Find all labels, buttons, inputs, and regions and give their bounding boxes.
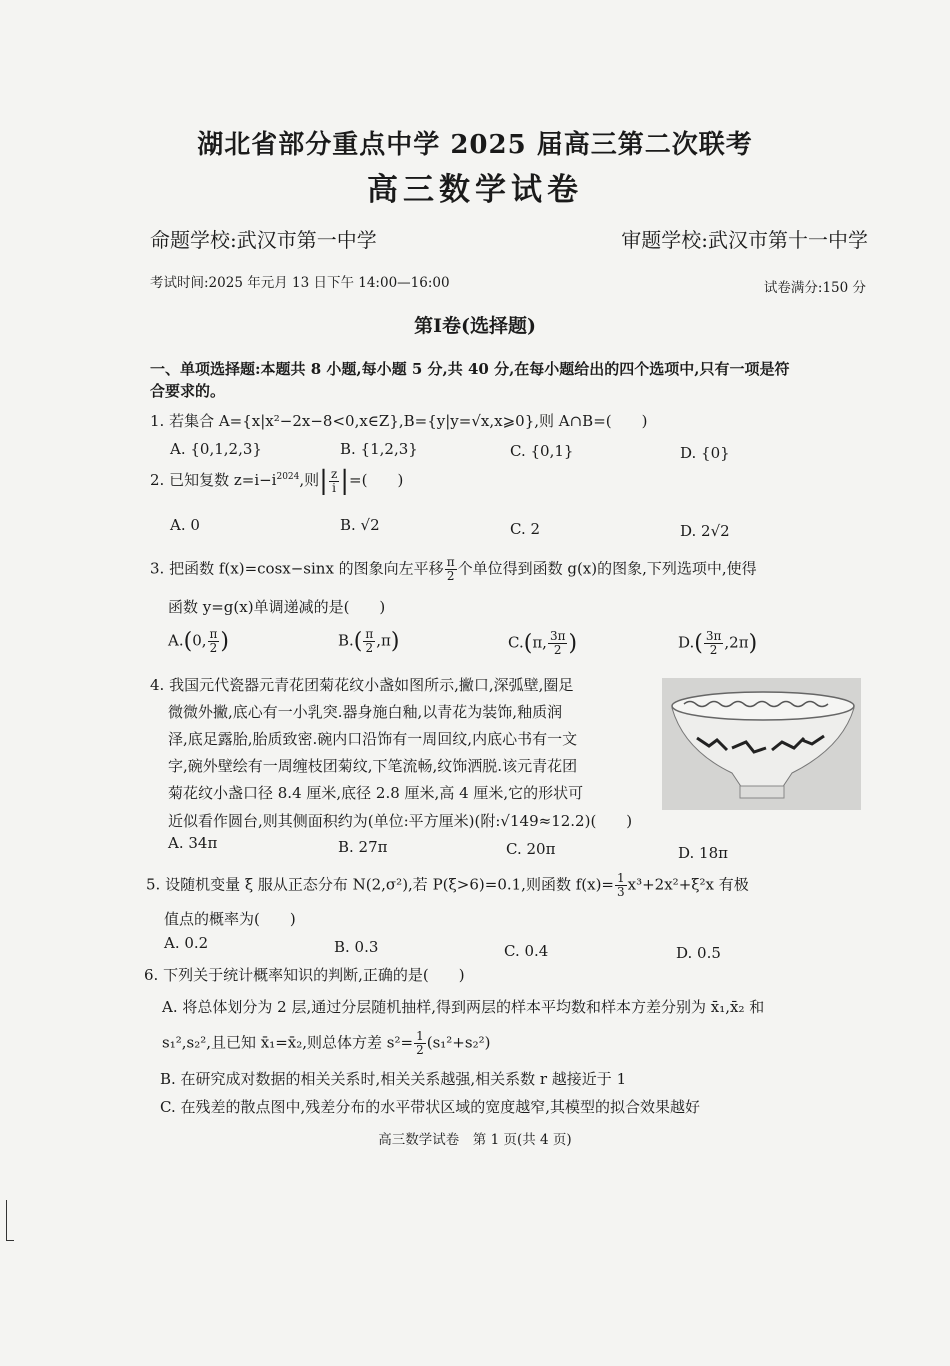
q2-stem-post: =( ) — [349, 471, 404, 489]
q5-frac-num: 1 — [617, 871, 625, 885]
q3-c-label: C. — [508, 633, 524, 652]
q3-b-label: B. — [338, 631, 354, 650]
exam-time: 考试时间:2025 年元月 13 日下午 14:00—16:00 — [150, 275, 450, 291]
q5-line1-post: x³+2x²+ξ²x 有极 — [627, 875, 749, 894]
q3-line1-pre: 3. 把函数 f(x)=cosx−sinx 的图象向左平移 — [150, 559, 444, 578]
q4-option-a: A. 34π — [168, 834, 218, 852]
q3-d-den: 2 — [709, 643, 718, 657]
q3-option-d: D.( $\frac{3\pi}{2}$ ,2π) — [678, 629, 758, 657]
q3-c-num: 3π — [549, 629, 566, 643]
q3-a-label: A. — [168, 631, 184, 650]
question-4-line-6: 近似看作圆台,则其侧面积约为(单位:平方厘米)(附:√149≈12.2)( ) — [168, 812, 633, 830]
q3-d-right: ,2π — [724, 633, 749, 652]
q3-a-den: 2 — [209, 641, 218, 655]
q5-option-c: C. 0.4 — [504, 942, 549, 960]
instructions-line-2: 合要求的。 — [150, 382, 226, 400]
q3-b-num: π — [365, 627, 374, 641]
proposer-school: 命题学校:武汉市第一中学 — [150, 228, 377, 252]
page-footer: 高三数学试卷 第 1 页(共 4 页) — [378, 1132, 572, 1148]
q3-frac-den: 2 — [446, 569, 455, 583]
q2-option-b: B. √2 — [340, 516, 380, 534]
question-1-stem: 1. 若集合 A={x|x²−2x−8<0,x∈Z},B={y|y=√x,x⩾0},则 A∩B=( ) — [150, 412, 648, 430]
q1-option-c: C. {0,1} — [510, 442, 574, 460]
q2-option-d: D. 2√2 — [680, 522, 730, 540]
question-4-line-1: 4. 我国元代瓷器元青花团菊花纹小盏如图所示,撇口,深弧壁,圈足 — [150, 676, 574, 694]
q6-option-c: C. 在残差的散点图中,残差分布的水平带状区域的宽度越窄,其模型的拟合效果越好 — [160, 1098, 701, 1116]
q6-a-line2-post: (s₁²+s₂²) — [426, 1033, 491, 1052]
q6-a-num: 1 — [416, 1029, 424, 1043]
exam-title: 湖北省部分重点中学 2025 届高三第二次联考 — [197, 130, 753, 160]
q3-d-num: 3π — [705, 629, 722, 643]
question-3-line-2: 函数 y=g(x)单调递减的是( ) — [168, 598, 386, 616]
q5-option-d: D. 0.5 — [676, 944, 721, 962]
q2-stem-pre: 2. 已知复数 z=i−i — [150, 471, 277, 489]
q1-option-d: D. {0} — [680, 444, 730, 462]
q3-b-right: ,π — [376, 631, 391, 650]
q3-a-num: π — [209, 627, 218, 641]
porcelain-bowl-image — [662, 678, 861, 810]
question-6-stem: 6. 下列关于统计概率知识的判断,正确的是( ) — [144, 966, 465, 984]
q3-c-left: π, — [532, 633, 547, 652]
q3-option-c: C.(π, $\frac{3\pi}{2}$ ) — [508, 629, 578, 657]
q2-option-a: A. 0 — [170, 516, 200, 534]
exam-subtitle: 高三数学试卷 — [367, 172, 583, 208]
q3-frac-num: π — [446, 555, 455, 569]
q3-b-den: 2 — [365, 641, 374, 655]
q3-option-b: B.( $\frac{\pi}{2}$ ,π) — [338, 627, 400, 655]
q5-frac-den: 3 — [617, 885, 625, 899]
question-2-stem: 2. 已知复数 $z=i-i^{2024}$,则| $\frac{z}{i}$ |=( ) — [150, 466, 404, 496]
section-title: 第Ⅰ卷(选择题) — [414, 315, 536, 337]
question-4-line-5: 菊花纹小盏口径 8.4 厘米,底径 2.8 厘米,高 4 厘米,它的形状可 — [168, 784, 584, 802]
question-5-line-2: 值点的概率为( ) — [164, 910, 296, 928]
q3-option-a: A.(0, $\frac{\pi}{2}$ ) — [168, 627, 229, 655]
scan-edge-mark-foot — [6, 1240, 14, 1241]
q3-d-label: D. — [678, 633, 695, 652]
q6-option-a-line-2 — [162, 1030, 490, 1057]
q2-option-c: C. 2 — [510, 520, 541, 538]
q5-line1-pre: 5. 设随机变量 ξ 服从正态分布 N(2,σ²),若 P(ξ>6)=0.1,则函数 f(x)= — [146, 875, 614, 894]
question-4-line-2: 微微外撇,底心有一小乳突.器身施白釉,以青花为装饰,釉质润 — [168, 703, 563, 721]
instructions-line-1: 一、单项选择题:本题共 8 小题,每小题 5 分,共 40 分,在每小题给出的四个选项中,只有一项是符 — [150, 360, 790, 378]
q3-a-left: 0, — [192, 631, 207, 650]
q4-option-c: C. 20π — [506, 840, 556, 858]
question-4-line-3: 泽,底足露胎,胎质致密.碗内口沿饰有一周回纹,内底心书有一文 — [168, 730, 578, 748]
q5-option-b: B. 0.3 — [334, 938, 379, 956]
question-3-line-1 — [150, 556, 757, 583]
question-5-line-1 — [146, 872, 749, 899]
bowl-illustration — [662, 678, 861, 810]
reviewer-school: 审题学校:武汉市第十一中学 — [621, 228, 868, 252]
q6-a-line2-pre: s₁²,s₂²,且已知 x̄₁=x̄₂,则总体方差 s²= — [162, 1033, 414, 1052]
q3-c-den: 2 — [553, 643, 562, 657]
q4-option-d: D. 18π — [678, 844, 728, 862]
q6-a-den: 2 — [416, 1043, 424, 1057]
q2-frac-den: i — [332, 480, 337, 495]
q5-option-a: A. 0.2 — [164, 934, 209, 952]
q6-option-a-line-1: A. 将总体划分为 2 层,通过分层随机抽样,得到两层的样本平均数和样本方差分别为 x̄₁,x̄₂ 和 — [162, 998, 765, 1016]
q3-line1-post: 个单位得到函数 g(x)的图象,下列选项中,使得 — [457, 559, 757, 578]
q1-option-a: A. {0,1,2,3} — [170, 440, 262, 458]
q2-frac-num: z — [330, 466, 338, 481]
q6-option-b: B. 在研究成对数据的相关关系时,相关关系越强,相关系数 r 越接近于 1 — [160, 1070, 627, 1088]
q4-option-b: B. 27π — [338, 838, 388, 856]
q1-option-b: B. {1,2,3} — [340, 440, 418, 458]
scan-edge-mark — [6, 1200, 7, 1240]
q2-stem-mid: ,则 — [299, 471, 320, 489]
full-score: 试卷满分:150 分 — [763, 280, 866, 296]
q2-exponent: 2024 — [276, 472, 300, 482]
question-4-line-4: 字,碗外壁绘有一周缠枝团菊纹,下笔流畅,纹饰洒脱.该元青花团 — [168, 757, 578, 775]
